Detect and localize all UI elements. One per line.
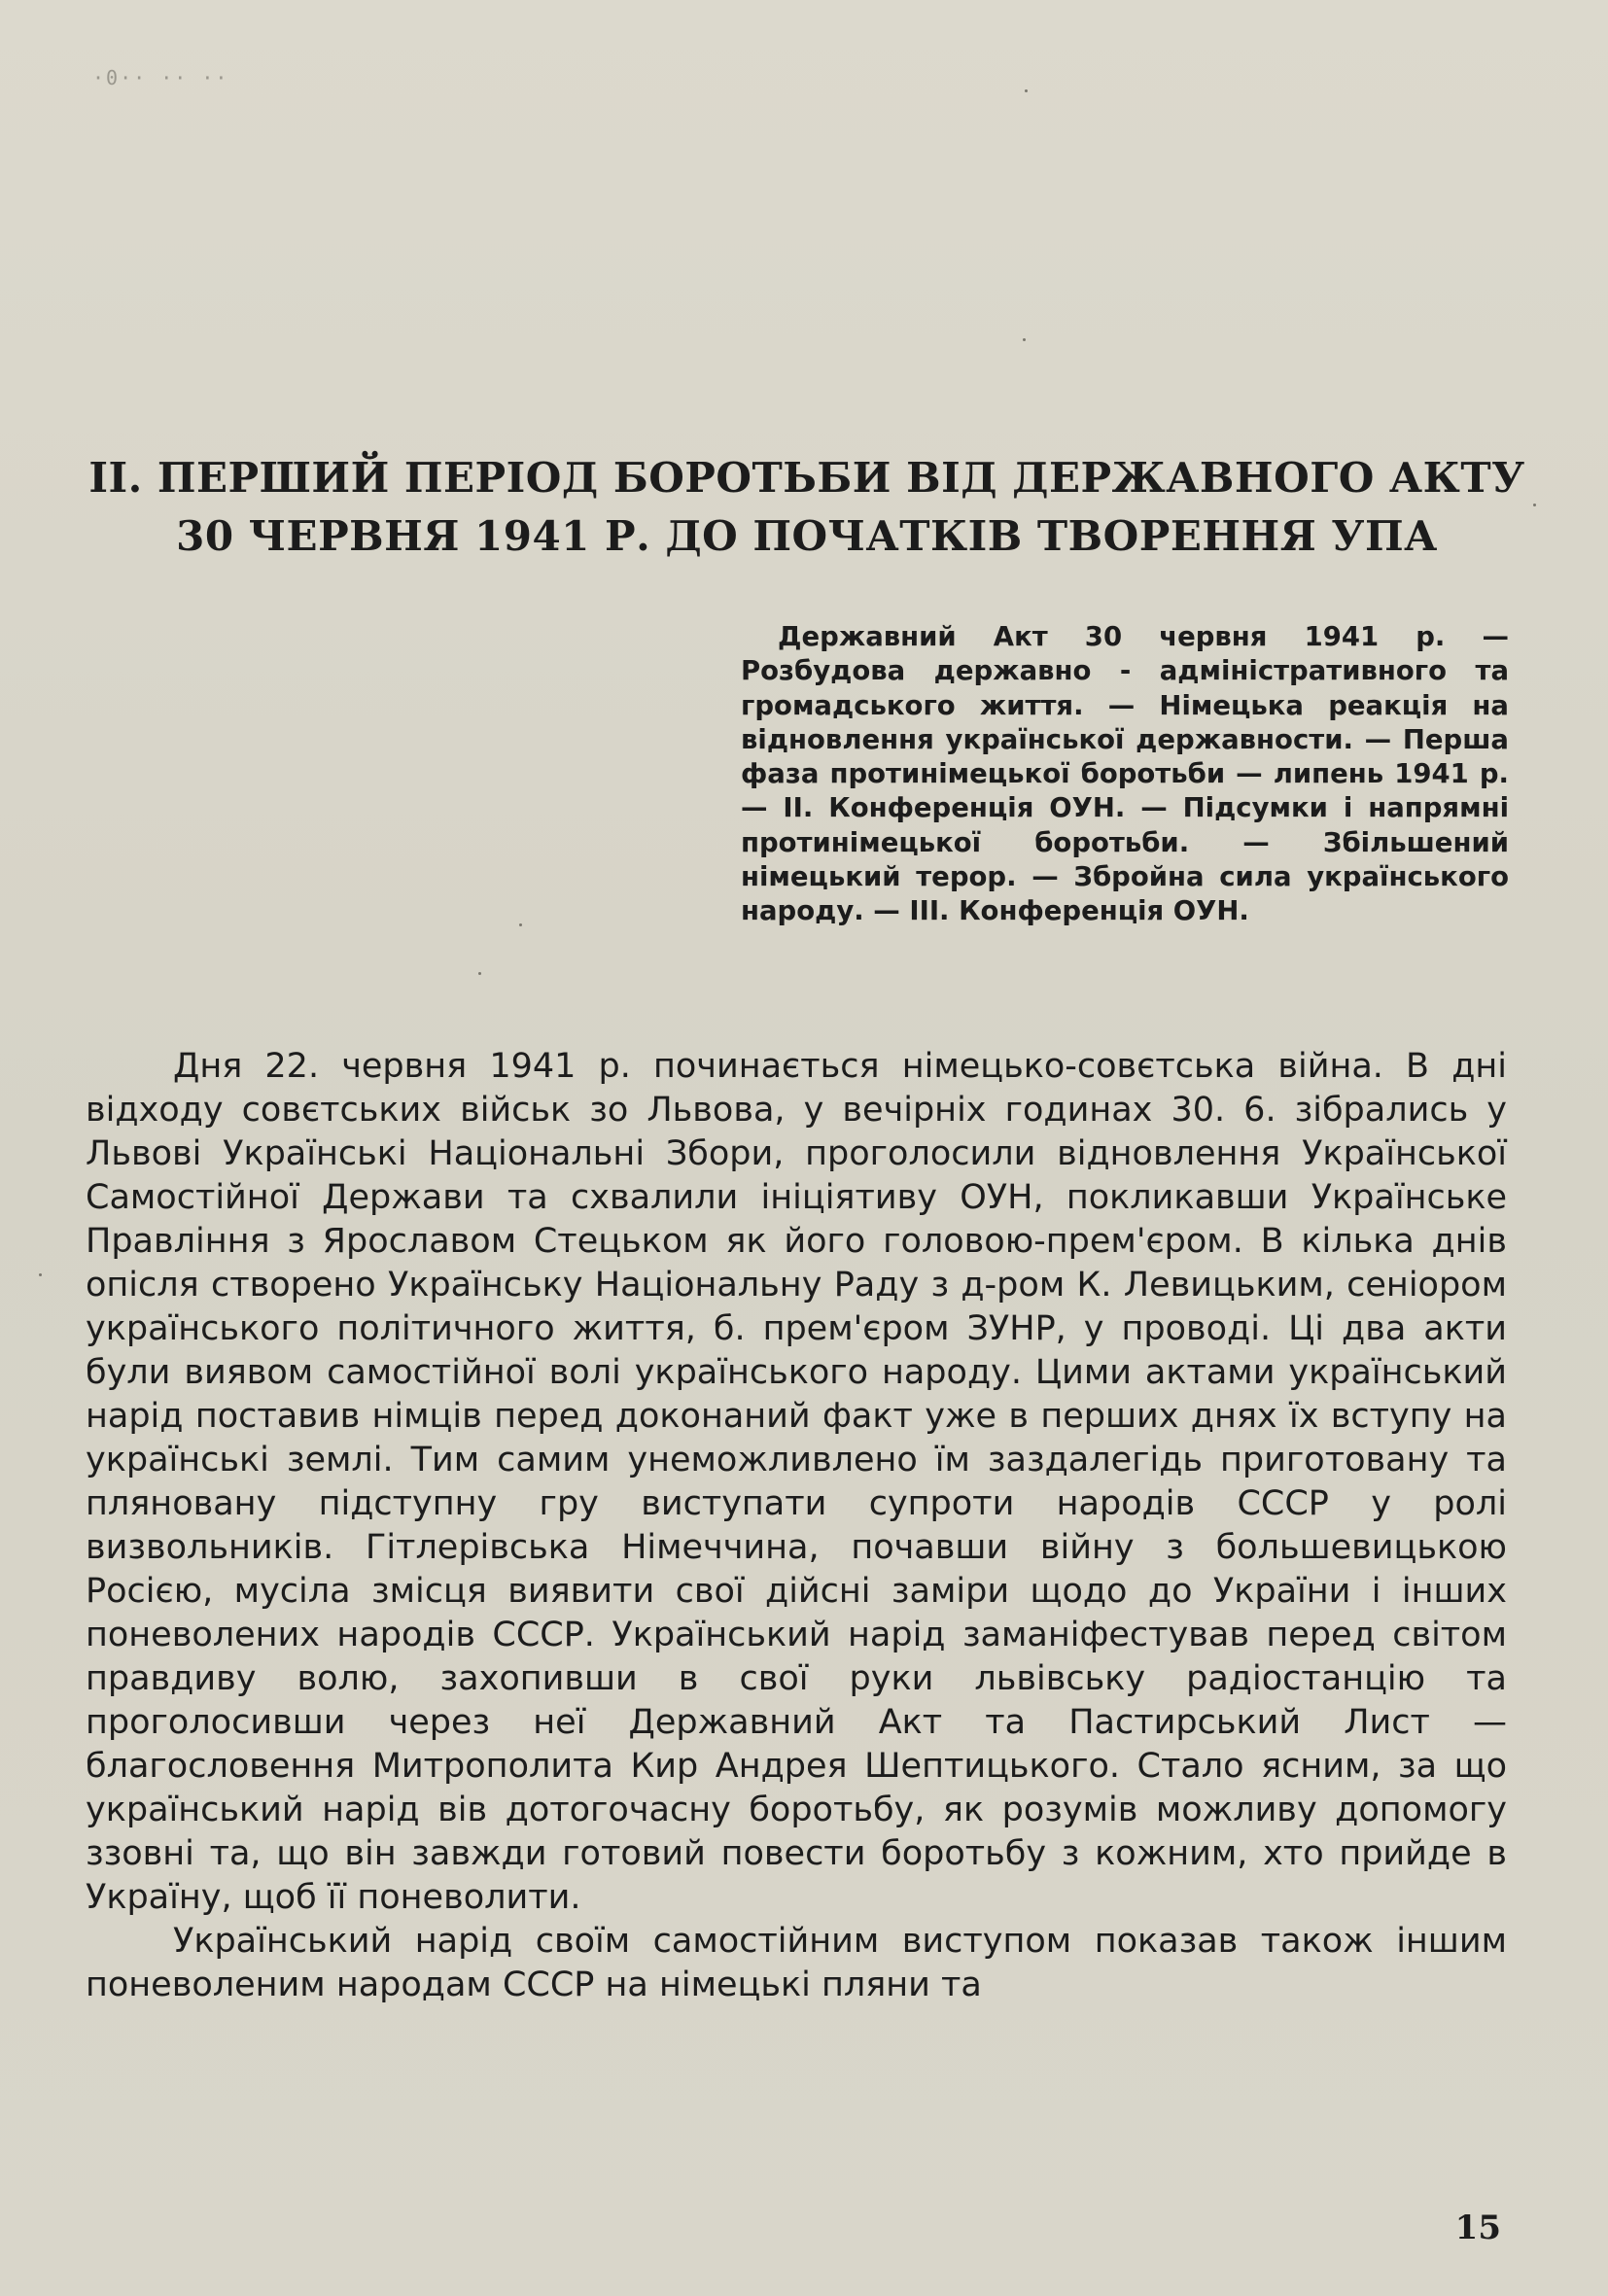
chapter-summary: Державний Акт 30 червня 1941 р. — Розбудова державно - адміністративного та громадського життя. — Німецька реакція на відновлення української державности. — Перша фаза протинімецької боротьби — липень 1941 р. — II. Конференція ОУН. — Підсумки і напрямні протинімецької боротьби. — Збільшений німецький терор. — Збройна сила українського народу. — III. Конференція ОУН. [741,621,1509,927]
chapter-heading-line-2: 30 ЧЕРВНЯ 1941 Р. ДО ПОЧАТКІВ ТВОРЕННЯ УПА [176,512,1438,560]
page-number: 15 [1454,2209,1501,2247]
paragraph-1: Дня 22. червня 1941 р. починається німецько-совєтська війна. В дні відходу совєтських військ зо Львова, у вечірніх годинах 30. 6. зібрались у Львові Українські Національні Збори, проголосили відновлення Української Самостійної Держави та схвалили ініціятиву ОУН, покликавши Українське Правління з Ярославом Стецьком як його головою-прем'єром. В кілька днів опісля створено Українську Національну Раду з д-ром К. Левицьким, сеніором українського політичного життя, б. прем'єром ЗУНР, у проводі. Ці два акти були виявом самостійної волі українського народу. Цими актами український нарід поставив німців перед доконаний факт уже в перших днях їх вступу на українські землі. Тим самим унеможливлено їм заздалегідь приготовану та пляновану підступну гру виступати супроти народів СССР у ролі визвольників. Гітлерівська Німеччина, почавши війну з большевицькою Росією, мусіла змісця виявити свої дійсні заміри щодо до України і інших поневолених народів СССР. Український нарід заманіфестував перед світом правдиву волю, захопивши в свої руки львівську радіостанцію та проголосивши через неї Державний Акт та Пастирський Лист — благословення Митрополита Кир Андрея Шептицького. Стало ясним, за що український нарід вів дотогочасну боротьбу, як розумів можливу допомогу ззовні та, що він завжди готовий повести боротьбу з кожним, хто прийде в Україну, щоб її поневолити. [86,1047,1507,1917]
body-text [86,1045,1507,2007]
scan-speck [1025,89,1028,92]
chapter-heading-line-1: II. ПЕРШИЙ ПЕРІОД БОРОТЬБИ ВІД ДЕРЖАВНОГО АКТУ [88,454,1525,502]
paragraph-2: Український нарід своїм самостійним виступом показав також іншим поневоленим народам СССР на німецькі пляни та [86,1922,1507,2004]
scan-speck [1023,338,1026,341]
scan-speck [478,972,481,975]
scan-speck [519,923,522,926]
scan-speck [39,1273,42,1276]
chapter-heading [78,449,1536,566]
scan-artifact-mark: ·0·· ·· ·· [92,66,229,89]
